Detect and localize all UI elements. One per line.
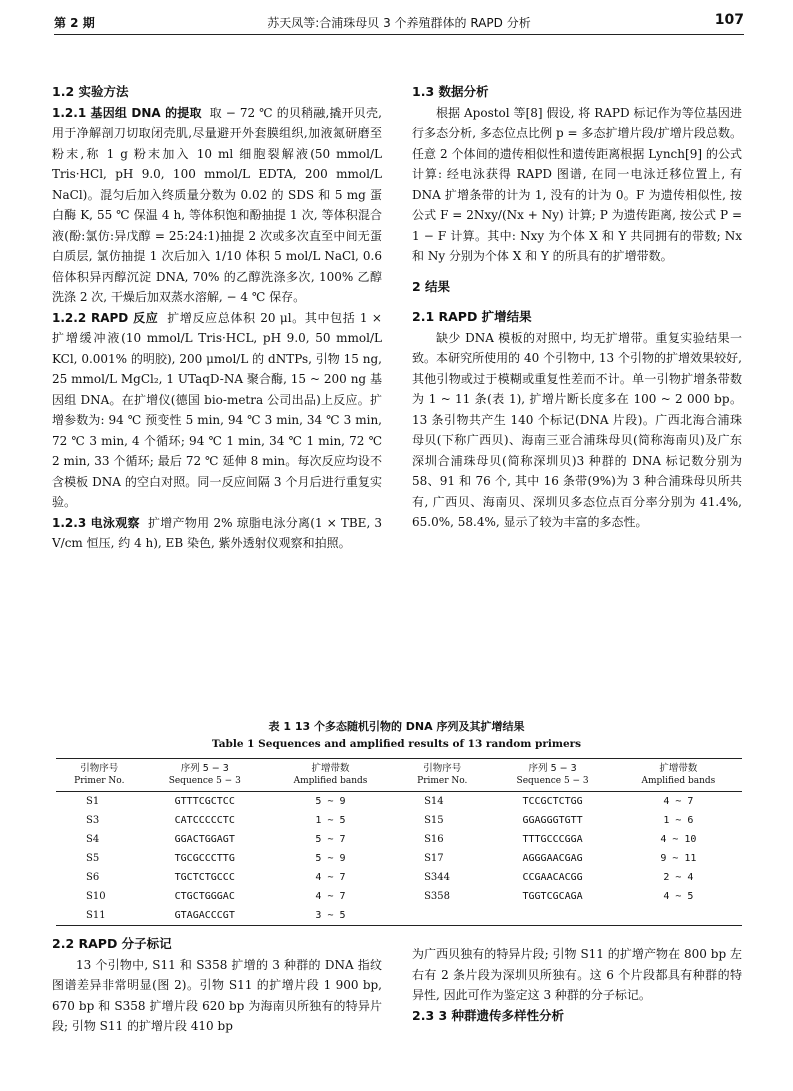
- sequence-cell: AGGGAACGAG: [522, 853, 583, 864]
- bands-cell: 2 ~ 4: [663, 872, 694, 883]
- running-title: 苏天凤等:合浦珠母贝 3 个养殖群体的 RAPD 分析: [267, 16, 531, 30]
- sequence-cell: TGGTCGCAGA: [522, 891, 583, 902]
- primer-cell: S6: [86, 872, 100, 883]
- heading-1-2-1: 1.2.1 基因组 DNA 的提取: [52, 105, 202, 120]
- text-1-2-1: 取 − 72 ℃ 的贝稍融,撬开贝壳,用于净解剖刀切取闭壳肌,尽量避开外套膜组织,加液氮研磨至粉末,称 1 g 粉末加入 10 ml 细胞裂解液(50 mmol/L Tris·HCl, pH 9.0, 100 mmol/L EDTA, 200 mmol/L NaCl)。混匀后加入终质量分数为 0.02 的 SDS 和 5 mg 蛋白酶 K, 55 ℃ 保温 4 h, 等体积饱和酚抽提 1 次, 等体积混合液(酚:氯仿:异戊醇 = 25:24:1)抽提 2 次或多次直至中间无蛋白质层, 氯仿抽提 1 次后加入 1/10 体积 5 mol/L NaCl, 0.6 倍体积异丙醇沉淀 DNA, 70% 的乙醇洗涤多次, 100% 乙醇洗涤 2 次, 干燥后加双蒸水溶解, − 4 ℃ 保存。: [52, 105, 382, 304]
- primer-cell: S16: [424, 834, 444, 845]
- section-2-title: 2 结果: [412, 278, 451, 294]
- page-number: 107: [714, 12, 744, 28]
- bands-cell: 1 ~ 6: [663, 815, 694, 826]
- bands-cell: 3 ~ 5: [267, 906, 394, 926]
- sequence-cell: GTTTCGCTCC: [174, 796, 235, 807]
- sequence-cell: TCCGCTCTGG: [522, 796, 583, 807]
- bands-cell: 4 ~ 7: [663, 796, 694, 807]
- primer-cell: S17: [424, 853, 444, 864]
- primer-cell: S344: [424, 872, 451, 883]
- paragraph-2-2: 13 个引物中, S11 和 S358 扩增的 3 种群的 DNA 指纹图谱差异非常明显(图 2)。引物 S11 的扩增片段 1 900 bp, 670 bp 和 S358 扩增片段 620 bp 为海南贝所独有的特异片段; 引物 S11 的扩增片段 410 bp: [52, 957, 382, 1033]
- bands-cell: 4 ~ 10: [660, 834, 697, 845]
- primer-cell: S11: [56, 906, 143, 926]
- bottom-right-column: [412, 944, 742, 1026]
- table-row: [56, 868, 742, 887]
- primer-cell: S15: [424, 815, 444, 826]
- section-1-2-title: 1.2 实验方法: [52, 84, 129, 99]
- text-1-2-3: 扩增产物用 2% 琼脂电泳分离(1 × TBE, 3 V/cm 恒压, 约 4 h), EB 染色, 紫外透射仪观察和拍照。: [52, 515, 382, 550]
- bands-cell: 5 ~ 7: [315, 834, 346, 845]
- table-row: [56, 849, 742, 868]
- sequence-cell: [490, 906, 614, 926]
- paragraph-2-1: 缺少 DNA 模板的对照中, 均无扩增带。重复实验结果一致。本研究所使用的 40 个引物中, 13 个引物的扩增效果较好, 其他引物或过于模糊或重复性差而不计。单一引物扩增条带数为 1 ~ 11 条(表 1), 扩增片断长度多在 100 ~ 2 000 bp。13 条引物共产生 140 个标记(DNA 片段)。广西北海合浦珠母贝(下称广西贝)、海南三亚合浦珠母贝(简称海南贝)及广东深圳合浦珠母贝(简称深圳贝)3 种群的 DNA 标记数分别为 58、91 和 76 个, 其中 16 条带(9%)为 3 种合浦珠母贝所共有, 广西贝、海南贝、深圳贝多态位点百分率分别为 41.4%, 65.0%, 58.4%, 显示了较为丰富的多态性。: [412, 330, 742, 529]
- primer-cell: S358: [424, 891, 451, 902]
- primer-cell: S10: [86, 891, 106, 902]
- sequence-cell: GGACTGGAGT: [174, 834, 235, 845]
- primer-cell: S1: [86, 796, 100, 807]
- table-row: [56, 906, 742, 926]
- sequence-cell: GGAGGGTGTT: [522, 815, 583, 826]
- bands-cell: 4 ~ 7: [315, 872, 346, 883]
- sequence-cell: TGCTCTGCCC: [174, 872, 235, 883]
- bands-cell: 9 ~ 11: [660, 853, 697, 864]
- section-2-2-title: 2.2 RAPD 分子标记: [52, 936, 172, 951]
- bands-cell: 4 ~ 7: [315, 891, 346, 902]
- header-rule: [54, 34, 744, 35]
- table-row: [56, 830, 742, 849]
- text-1-2-2: 扩增反应总体积 20 μl。其中包括 1 × 扩增缓冲液(10 mmol/L Tris·HCL, pH 9.0, 50 mmol/L KCl, 0.001% 的明胶), 200 μmol/L 的 dNTPs, 引物 15 ng, 25 mmol/L MgCl₂, 1 UTaqD-NA 聚合酶, 15 ~ 200 ng 基因组 DNA。在扩增仪(德国 bio-metra 公司出品)上反应。扩增参数为: 94 ℃ 预变性 5 min, 94 ℃ 3 min, 34 ℃ 3 min, 72 ℃ 3 min, 4 个循环; 94 ℃ 1 min, 34 ℃ 1 min, 72 ℃ 2 min, 33 个循环; 最后 72 ℃ 延伸 8 min。每次反应均设不含模板 DNA 的空白对照。同一反应间隔 3 个月后进行重复实验。: [52, 310, 382, 509]
- bands-cell: [615, 906, 742, 926]
- th-sequence: 序列 5 − 3 Sequence 5 − 3: [143, 759, 267, 792]
- paragraph-2-2-cont: 为广西贝独有的特异片段; 引物 S11 的扩增产物在 800 bp 左右有 2 条片段为深圳贝所独有。这 6 个片段都具有种群的特异性, 因此可作为鉴定这 3 种群的分子标记。: [412, 947, 742, 1002]
- table-row: [56, 792, 742, 812]
- primer-table: [56, 758, 742, 926]
- th-bands: 扩增带数 Amplified bands: [267, 759, 394, 792]
- bands-cell: 5 ~ 9: [315, 853, 346, 864]
- sequence-cell: TGCGCCCTTG: [174, 853, 235, 864]
- primer-cell: S4: [86, 834, 100, 845]
- left-column: [52, 82, 382, 554]
- heading-1-2-2: 1.2.2 RAPD 反应: [52, 310, 159, 325]
- table-row: [56, 887, 742, 906]
- table-header-row: [56, 759, 742, 792]
- bottom-left-column: [52, 934, 382, 1037]
- table-caption-en: Table 1 Sequences and amplified results of 13 random primers: [211, 738, 582, 750]
- bands-cell: 1 ~ 5: [315, 815, 346, 826]
- section-2-1-title: 2.1 RAPD 扩增结果: [412, 309, 532, 324]
- table-row: [56, 811, 742, 830]
- sequence-cell: CATCCCCCTC: [174, 815, 235, 826]
- right-column: [412, 82, 742, 533]
- paragraph-1-2-2: [52, 308, 382, 513]
- paragraph-1-2-1: [52, 103, 382, 308]
- paragraph-1-3: 根据 Apostol 等[8] 假设, 将 RAPD 标记作为等位基因进行多态分析, 多态位点比例 p = 多态扩增片段/扩增片段总数。任意 2 个体间的遗传相似性和遗传距离根据 Lynch[9] 的公式计算: 经电泳获得 RAPD 图谱, 在同一电泳迁移位置上, 有 DNA 扩增条带的计为 1, 没有的计为 0。F 为遗传相似性, 按公式 F = 2Nxy/(Nx + Ny) 计算; P 为遗传距离, 按公式 P = 1 − F 计算。其中: Nxy 为个体 X 和 Y 共同拥有的带数; Nx 和 Ny 分别为个体 X 和 Y 的所具有的扩增带数。: [412, 105, 742, 263]
- th-primer-2: 引物序号 Primer No.: [394, 759, 490, 792]
- th-sequence-2: 序列 5 − 3 Sequence 5 − 3: [490, 759, 614, 792]
- sequence-cell: GTAGACCCGT: [143, 906, 267, 926]
- primer-cell: S14: [424, 796, 444, 807]
- running-header: [54, 10, 744, 34]
- primer-cell: [394, 906, 490, 926]
- th-primer: 引物序号 Primer No.: [56, 759, 143, 792]
- sequence-cell: TTTGCCCGGA: [522, 834, 583, 845]
- section-1-3-title: 1.3 数据分析: [412, 84, 489, 99]
- sequence-cell: CCGAACACGG: [522, 872, 583, 883]
- sequence-cell: CTGCTGGGAC: [174, 891, 235, 902]
- primer-cell: S3: [86, 815, 100, 826]
- primer-cell: S5: [86, 853, 100, 864]
- heading-1-2-3: 1.2.3 电泳观察: [52, 515, 140, 530]
- section-2-3-title: 2.3 3 种群遗传多样性分析: [412, 1007, 565, 1023]
- th-bands-2: 扩增带数 Amplified bands: [615, 759, 742, 792]
- issue-number: 第 2 期: [54, 16, 95, 30]
- paragraph-1-2-3: [52, 513, 382, 554]
- bands-cell: 5 ~ 9: [315, 796, 346, 807]
- table-caption-cn: 表 1 13 个多态随机引物的 DNA 序列及其扩增结果: [268, 720, 525, 733]
- bands-cell: 4 ~ 5: [663, 891, 694, 902]
